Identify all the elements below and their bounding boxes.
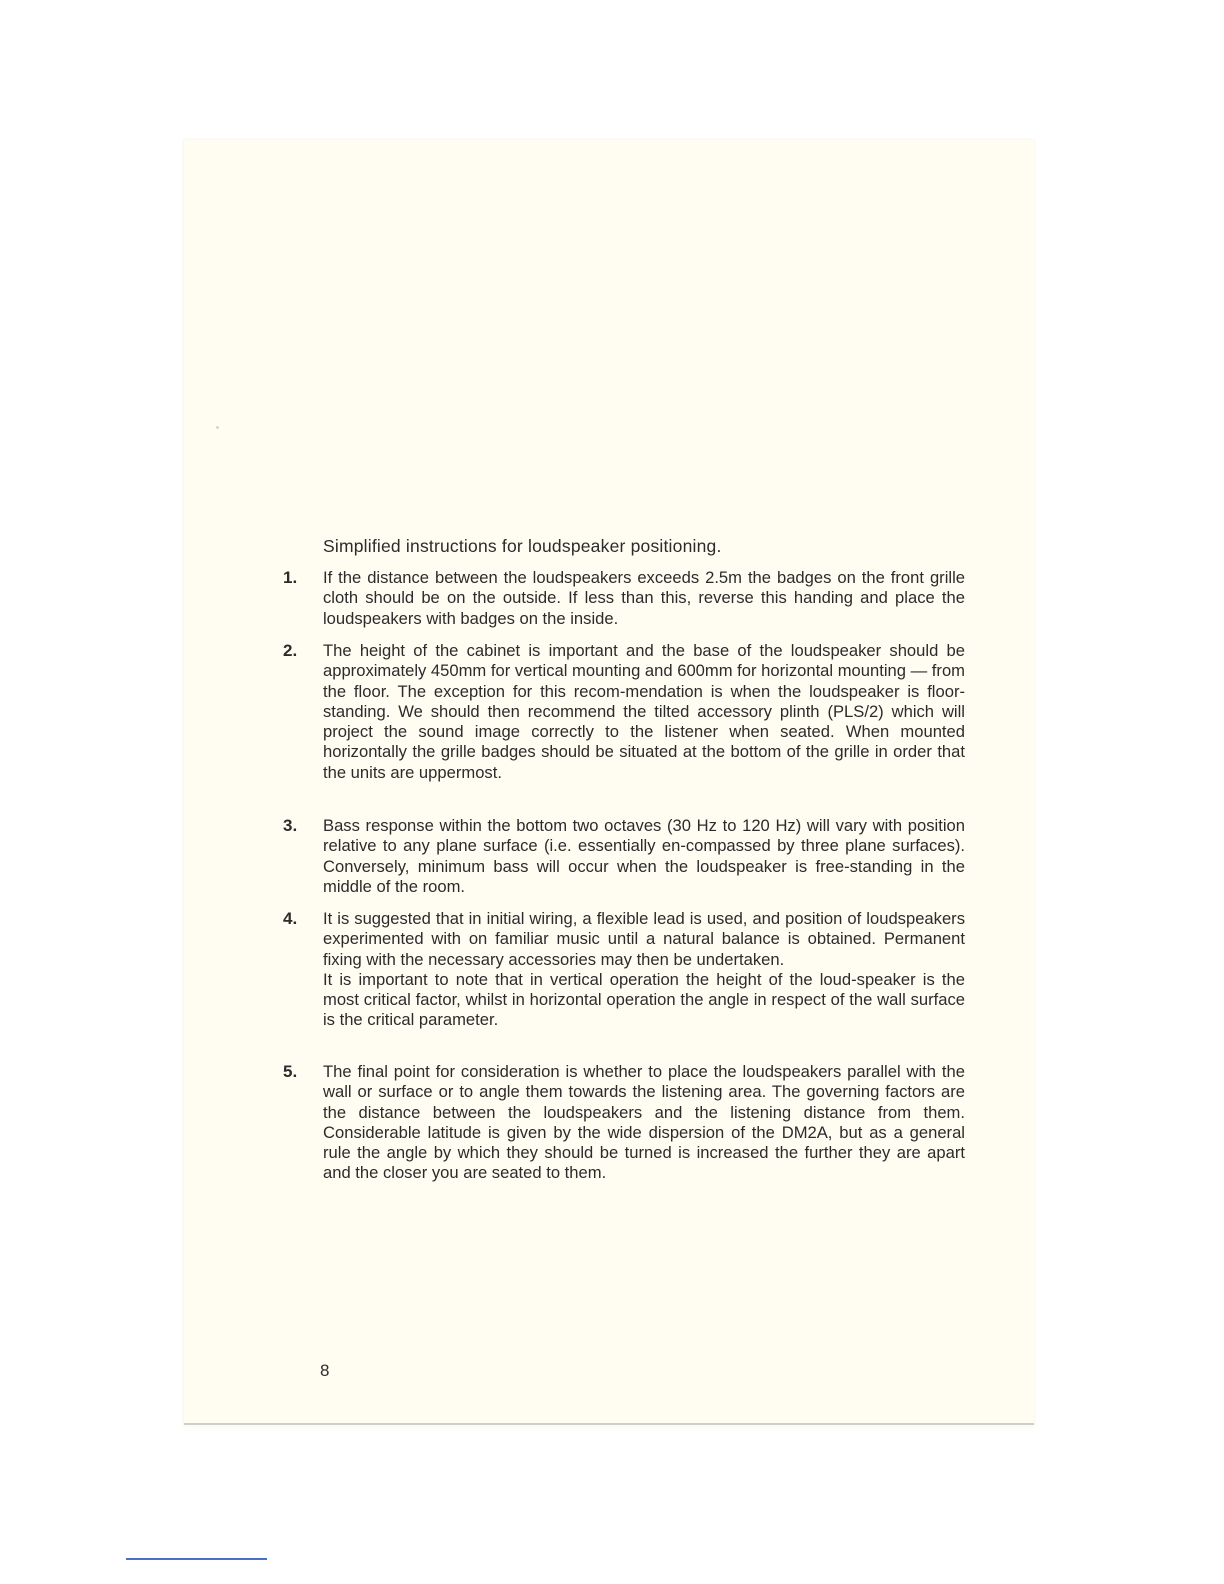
- list-item-paragraph: It is important to note that in vertical operation the height of the loud-speaker is the most critical factor, whilst in horizontal operation the angle in respect of the wall surface is the critical parameter.: [323, 969, 965, 1030]
- list-item-number: 4.: [283, 909, 298, 928]
- list-item-body: [323, 816, 965, 897]
- blue-rule-line: [126, 1558, 267, 1560]
- list-item-body: [323, 909, 965, 1031]
- list-item-body: [323, 1062, 965, 1184]
- list-item-paragraph: If the distance between the loudspeakers exceeds 2.5m the badges on the front grille cloth should be on the outside. If less than this, reverse this handing and place the loudspeakers with badges on the inside.: [323, 568, 965, 628]
- list-item-paragraph: Bass response within the bottom two octaves (30 Hz to 120 Hz) will vary with position relative to any plane surface (i.e. essentially en-compassed by three plane surfaces). Conversely, minimum bass will occur when the loudspeaker is free-standing in the middle of the room.: [323, 816, 965, 896]
- list-item-number: 5.: [283, 1062, 298, 1081]
- paper-edge-line: [184, 1423, 1034, 1425]
- page-number: 8: [320, 1361, 330, 1380]
- paper-speck: [216, 426, 219, 429]
- list-item-number: 1.: [283, 568, 298, 587]
- list-item-paragraph: The final point for consideration is whether to place the loudspeakers parallel with the wall or surface or to angle them towards the listening area. The governing factors are the distance between the loudspeakers and the listening distance from them. Considerable latitude is given by the wide dispersion of the DM2A, but as a general rule the angle by which they should be turned is increased the further they are apart and the closer you are seated to them.: [323, 1062, 965, 1183]
- list-item-paragraph: The height of the cabinet is important and the base of the loudspeaker should be approximately 450mm for vertical mounting and 600mm for horizontal mounting — from the floor. The exception for this recom-mendation is when the loudspeaker is floor-standing. We should then recommend the tilted accessory plinth (PLS/2) which will project the sound image correctly to the listener when seated. When mounted horizontally the grille badges should be situated at the bottom of the grille in order that the units are uppermost.: [323, 641, 965, 782]
- list-item-number: 3.: [283, 816, 298, 835]
- list-item-body: [323, 568, 965, 629]
- list-item-number: 2.: [283, 641, 298, 660]
- document-heading: Simplified instructions for loudspeaker positioning.: [323, 536, 722, 556]
- list-item-body: [323, 641, 965, 783]
- list-item-paragraph: It is suggested that in initial wiring, a flexible lead is used, and position of loudspeakers experimented with on familiar music until a natural balance is obtained. Permanent fixing with the necessary accessories may then be undertaken.: [323, 909, 965, 969]
